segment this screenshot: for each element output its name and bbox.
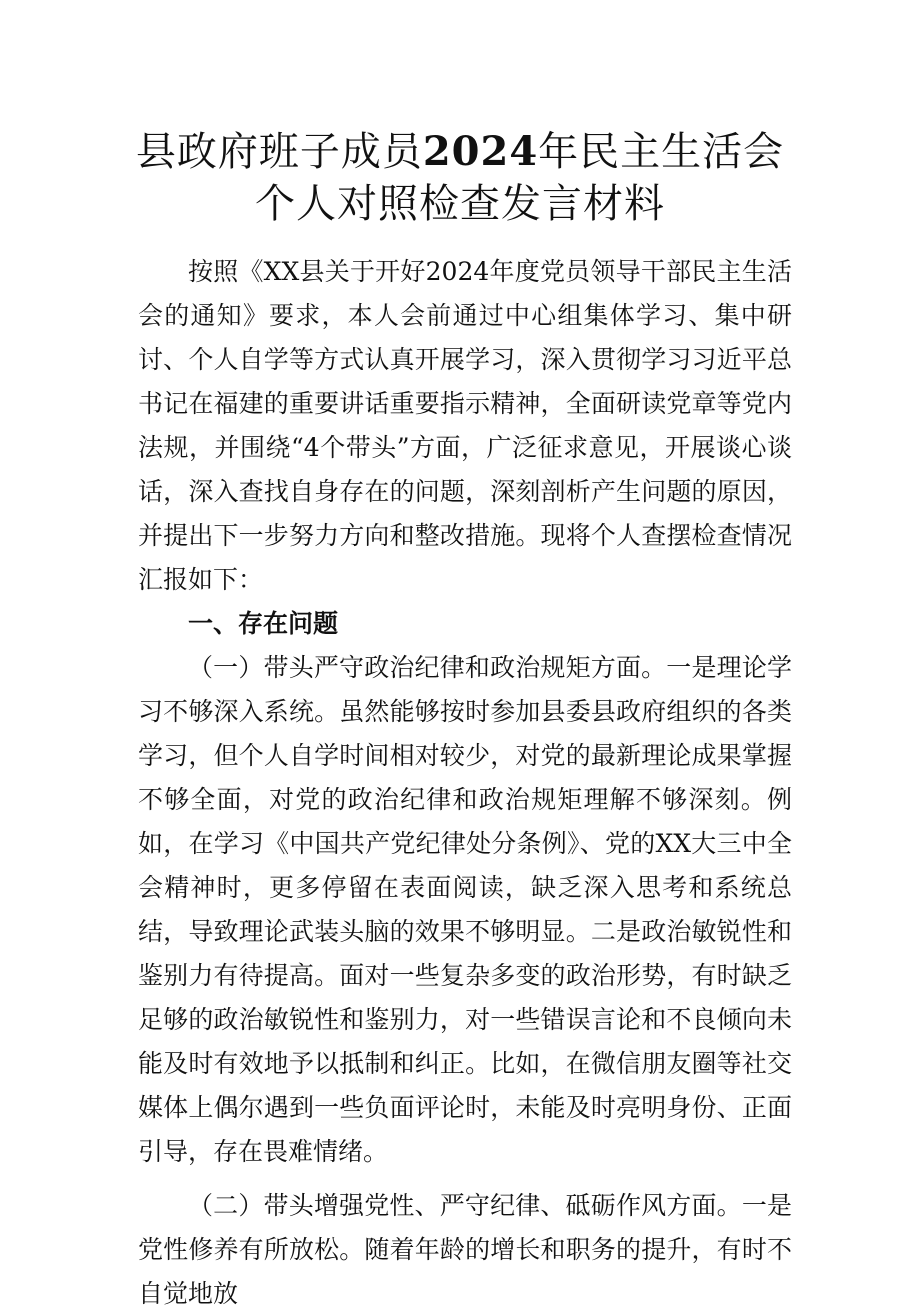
intro-paragraph: 按照《XX县关于开好2024年度党员领导干部民主生活会的通知》要求，本人会前通过中心组集体学习、集中研讨、个人自学等方式认真开展学习，深入贯彻学习习近平总书记在福建的重要讲话重要指示精神，全面研读党章等党内法规，并围绕“4个带头”方面，广泛征求意见，开展谈心谈话，深入查找自身存在的问题，深刻剖析产生问题的原因，并提出下一步努力方向和整改措施。现将个人查摆检查情况汇报如下： [138, 257, 792, 594]
problem-point-1: （一）带头严守政治纪律和政治规矩方面。一是理论学习不够深入系统。虽然能够按时参加县委县政府组织的各类学习，但个人自学时间相对较少，对党的最新理论成果掌握不够全面，对党的政治纪律和政治规矩理解不够深刻。例如，在学习《中国共产党纪律处分条例》、党的XX大三中全会精神时，更多停留在表面阅读，缺乏深入思考和系统总结，导致理论武装头脑的效果不够明显。二是政治敏锐性和鉴别力有待提高。面对一些复杂多变的政治形势，有时缺乏足够的政治敏锐性和鉴别力，对一些错误言论和不良倾向未能及时有效地予以抵制和纠正。比如，在微信朋友圈等社交媒体上偶尔遇到一些负面评论时，未能及时亮明身份、正面引导，存在畏难情绪。 [138, 653, 792, 1166]
section-heading-problems: 一、存在问题 [188, 609, 339, 638]
document-title [120, 126, 800, 230]
title-year: 2024 [422, 128, 539, 175]
problem-point-2: （二）带头增强党性、严守纪律、砥砺作风方面。一是党性修养有所放松。随着年龄的增长和职务的提升，有时不自觉地放 [138, 1191, 792, 1308]
title-part-2: 年民主生活会个人对照检查发言材料 [255, 129, 785, 227]
document-body [138, 250, 792, 1316]
title-part-1: 县政府班子成员 [135, 129, 423, 175]
